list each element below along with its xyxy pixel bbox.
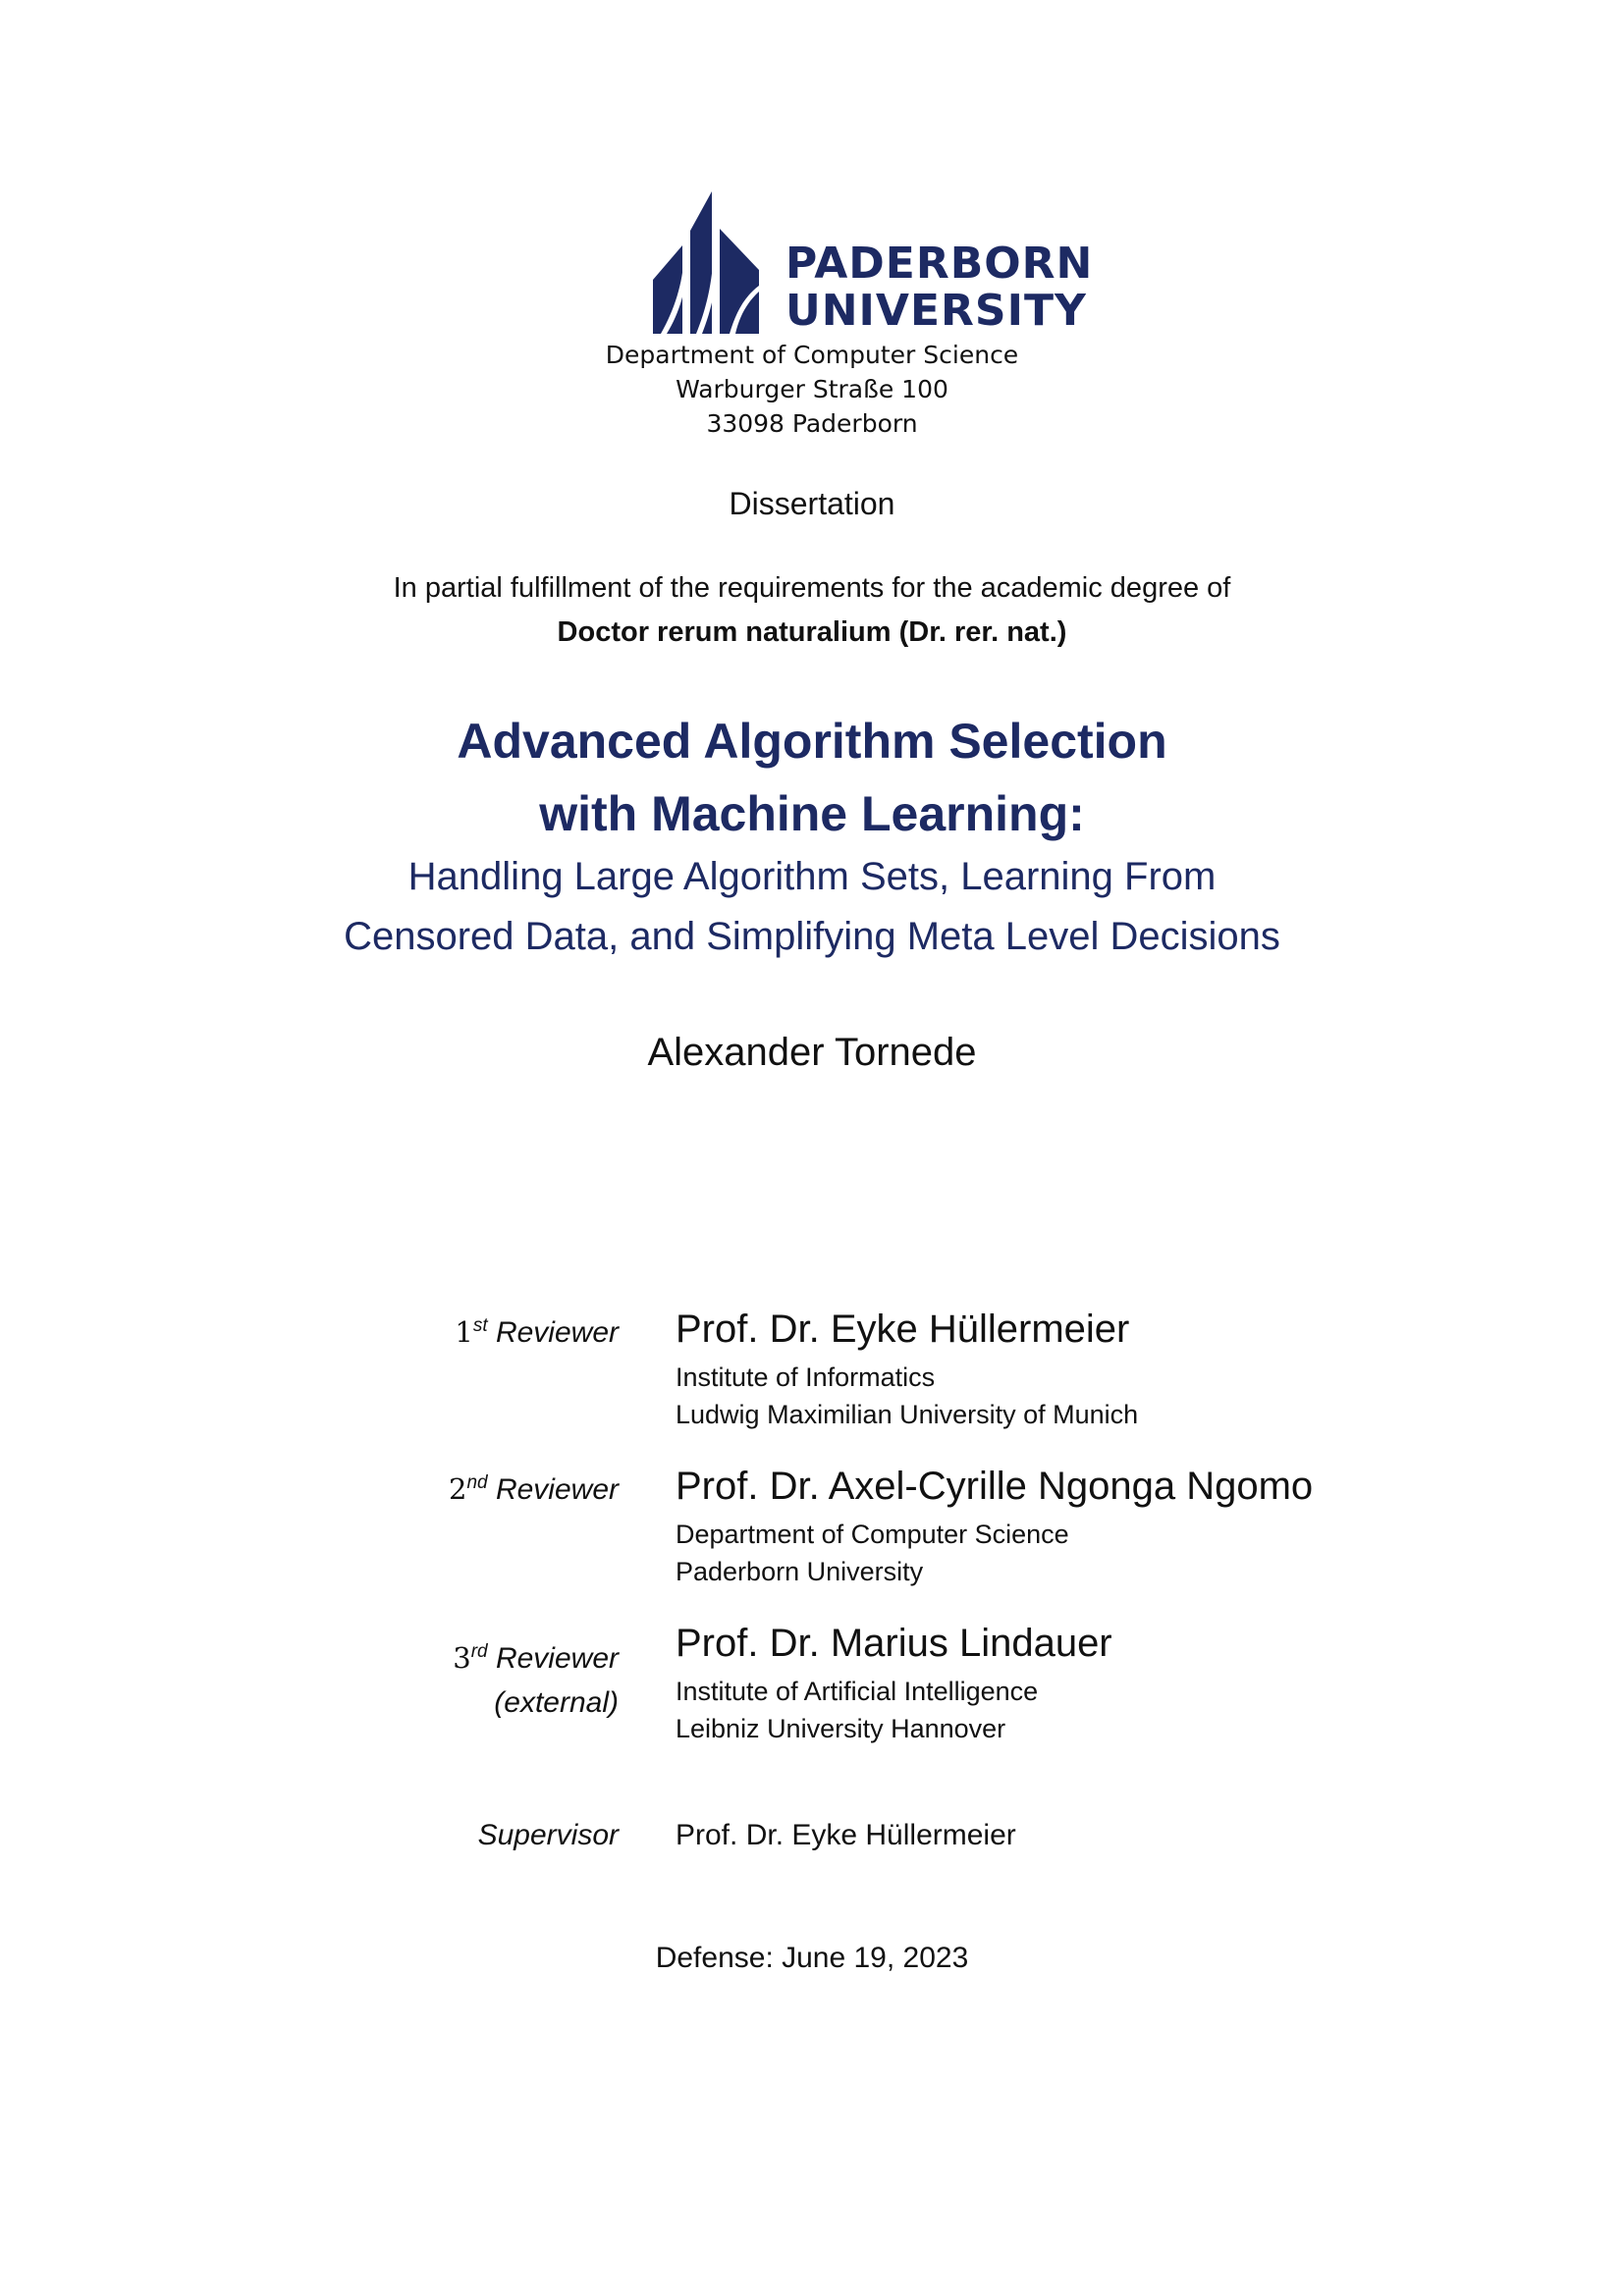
reviewer-1 [676, 1306, 1138, 1433]
reviewer-1-affiliation-1: Institute of Informatics [676, 1362, 936, 1392]
reviewer-3-note: (external) [494, 1686, 619, 1719]
city-address: 33098 Paderborn [706, 409, 918, 438]
reviewer-3-ordinal: 3 [453, 1641, 471, 1675]
supervisor-label: Supervisor [477, 1819, 619, 1851]
author-name: Alexander Tornede [647, 1031, 977, 1074]
defense-date: Defense: June 19, 2023 [655, 1942, 969, 1974]
reviewer-2-affiliation-2: Paderborn University [676, 1557, 924, 1586]
department-name: Department of Computer Science [605, 341, 1019, 369]
reviewer-2 [676, 1463, 1313, 1590]
reviewer-2-affiliation-1: Department of Computer Science [676, 1520, 1069, 1549]
reviewer-3-affiliation-2: Leibniz University Hannover [676, 1714, 1006, 1743]
university-logo [653, 191, 1094, 336]
reviewer-3-affiliation-1: Institute of Artificial Intelligence [676, 1677, 1039, 1706]
logo-text-line1: PADERBORN [785, 239, 1094, 289]
document-type: Dissertation [729, 486, 895, 521]
reviewer-3-suffix: rd [470, 1641, 488, 1662]
reviewer-1-ordinal: 1 [455, 1315, 473, 1349]
subtitle-line1: Handling Large Algorithm Sets, Learning From [407, 855, 1217, 898]
logo-text-line2: UNIVERSITY [785, 286, 1087, 336]
reviewer-1-role: Reviewer [495, 1316, 619, 1349]
paderborn-university-logo-icon [653, 191, 766, 334]
reviewer-3-role: Reviewer [495, 1642, 619, 1675]
reviewer-2-role: Reviewer [495, 1473, 619, 1506]
street-address: Warburger Straße 100 [676, 375, 948, 403]
reviewer-1-name: Prof. Dr. Eyke Hüllermeier [676, 1308, 1130, 1351]
fulfillment-text: In partial fulfillment of the requirements for the academic degree of [393, 572, 1231, 604]
reviewer-3-name: Prof. Dr. Marius Lindauer [676, 1622, 1112, 1665]
reviewer-2-label [449, 1472, 619, 1507]
subtitle-line2: Censored Data, and Simplifying Meta Level Decisions [344, 915, 1280, 958]
reviewer-1-affiliation-2: Ludwig Maximilian University of Munich [676, 1400, 1139, 1429]
reviewer-2-ordinal: 2 [449, 1472, 467, 1506]
supervisor-name: Prof. Dr. Eyke Hüllermeier [676, 1819, 1016, 1851]
reviewer-3-label [453, 1629, 619, 1725]
title-line1: Advanced Algorithm Selection [457, 714, 1167, 769]
reviewer-1-label [455, 1315, 619, 1350]
reviewer-1-suffix: st [472, 1315, 488, 1336]
title-line2: with Machine Learning: [539, 786, 1085, 841]
reviewer-3 [676, 1620, 1112, 1747]
degree-name: Doctor rerum naturalium (Dr. rer. nat.) [557, 616, 1067, 648]
reviewer-2-suffix: nd [466, 1472, 488, 1493]
reviewer-2-name: Prof. Dr. Axel-Cyrille Ngonga Ngomo [676, 1465, 1314, 1508]
